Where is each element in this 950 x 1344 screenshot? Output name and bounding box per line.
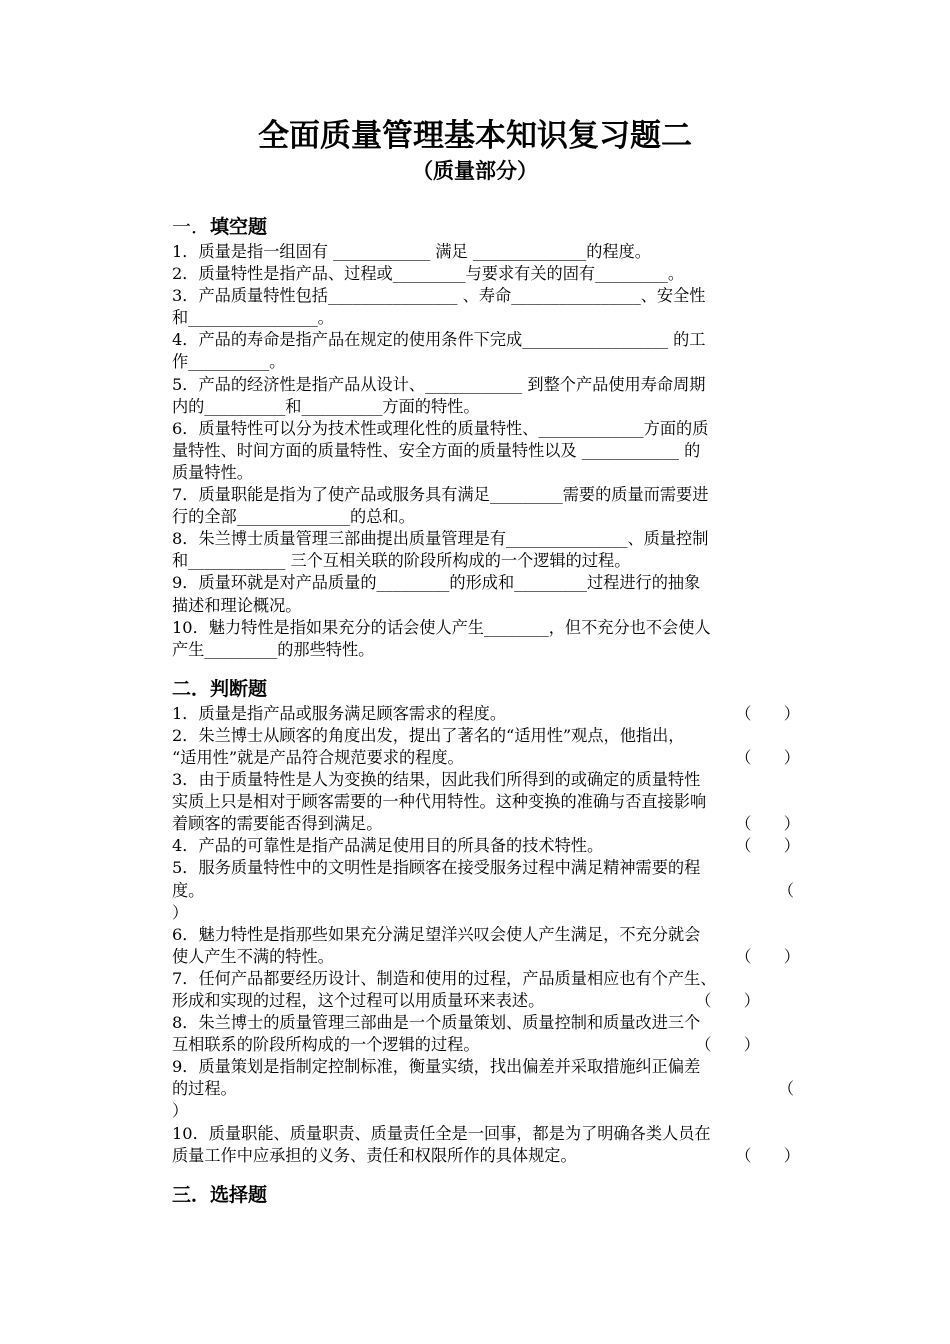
answer-paren-open[interactable]: （ bbox=[777, 1079, 794, 1099]
tf-question-3 bbox=[172, 813, 812, 835]
question-line: 量特性、时间方面的质量特性、安全方面的质量特性以及 ____________ 的 bbox=[172, 440, 701, 460]
question-text: 的过程。 bbox=[172, 1079, 237, 1099]
question-line: 7．质量职能是指为了使产品或服务具有满足_________需要的质量而需要进 bbox=[172, 485, 709, 505]
tf-question-10 bbox=[172, 1145, 812, 1167]
question-line: 3．产品质量特性包括________________ 、寿命________________、安全性 bbox=[172, 286, 706, 306]
question-line: 2．质量特性是指产品、过程或_________与要求有关的固有_________。 bbox=[172, 264, 685, 284]
tf-question-9 bbox=[172, 1078, 812, 1100]
answer-parentheses[interactable]: （ ） bbox=[735, 836, 800, 856]
answer-parentheses[interactable]: （ ） bbox=[695, 1035, 760, 1055]
section-number: 三． bbox=[172, 1183, 211, 1206]
question-line: 9．质量环就是对产品质量的_________的形成和_________过程进行的抽象 bbox=[172, 573, 701, 593]
question-text: 着顾客的需要能否得到满足。 bbox=[172, 814, 383, 834]
answer-parentheses[interactable]: （ ） bbox=[735, 747, 800, 767]
question-line: 8．朱兰博士的质量管理三部曲是一个质量策划、质量控制和质量改进三个 bbox=[172, 1013, 701, 1033]
tf-question-4 bbox=[172, 835, 812, 857]
question-line: 7．任何产品都要经历设计、制造和使用的过程，产品质量相应也有个产生、 bbox=[172, 968, 717, 988]
answer-parentheses[interactable]: （ ） bbox=[735, 946, 800, 966]
question-text: 4．产品的可靠性是指产品满足使用目的所具备的技术特性。 bbox=[172, 836, 604, 856]
question-line: 内的__________和__________方面的特性。 bbox=[172, 396, 480, 416]
document-body bbox=[172, 213, 812, 1209]
question-line: 实质上只是相对于顾客需要的一种代用特性。这种变换的准确与否直接影响 bbox=[172, 792, 707, 812]
fill-in-question-list bbox=[172, 241, 812, 661]
question-line: 描述和理论概况。 bbox=[172, 595, 302, 615]
section-heading-true-false bbox=[172, 675, 812, 703]
question-line: 10．魅力特性是指如果充分的话会使人产生________，但不充分也不会使人 bbox=[172, 617, 711, 637]
question-text: 使人产生不满的特性。 bbox=[172, 946, 334, 966]
answer-parentheses[interactable]: （ ） bbox=[735, 1145, 800, 1165]
question-line: 4．产品的寿命是指产品在规定的使用条件下完成__________________ 的工 bbox=[172, 330, 706, 350]
section-number: 二． bbox=[172, 677, 211, 700]
question-text: 质量工作中应承担的义务、责任和权限所作的具体规定。 bbox=[172, 1145, 577, 1165]
section-title: 选择题 bbox=[210, 1183, 268, 1206]
question-text: 互相联系的阶段所构成的一个逻辑的过程。 bbox=[172, 1035, 480, 1055]
question-line: 作__________。 bbox=[172, 352, 286, 372]
section-title: 判断题 bbox=[210, 677, 268, 700]
answer-parentheses[interactable]: （ ） bbox=[735, 703, 800, 723]
question-line: 和____________ 三个互相关联的阶段所构成的一个逻辑的过程。 bbox=[172, 551, 631, 571]
document-subtitle: （质量部分） bbox=[412, 159, 538, 183]
question-line: 10．质量职能、质量职责、质量责任全是一回事，都是为了明确各类人员在 bbox=[172, 1123, 711, 1143]
section-heading-fill-in bbox=[172, 213, 812, 241]
tf-question-1 bbox=[172, 703, 812, 725]
question-line: 质量特性。 bbox=[172, 462, 253, 482]
section-heading-multiple-choice bbox=[172, 1181, 812, 1209]
tf-question-2 bbox=[172, 747, 812, 769]
tf-question-6 bbox=[172, 946, 812, 968]
question-line: 5．服务质量特性中的文明性是指顾客在接受服务过程中满足精神需要的程 bbox=[172, 858, 701, 878]
question-line: 6．质量特性可以分为技术性或理化性的质量特性、_____________方面的质 bbox=[172, 418, 709, 438]
question-line: 2．朱兰博士从顾客的角度出发，提出了著名的“适用性”观点，他指出， bbox=[172, 725, 685, 745]
question-line: 6．魅力特性是指那些如果充分满足望洋兴叹会使人产生满足，不充分就会 bbox=[172, 924, 701, 944]
answer-parentheses[interactable]: （ ） bbox=[735, 814, 800, 834]
question-line: 5．产品的经济性是指产品从设计、____________ 到整个产品使用寿命周期 bbox=[172, 374, 706, 394]
tf-question-8 bbox=[172, 1034, 812, 1056]
tf-question-5 bbox=[172, 880, 812, 902]
answer-paren-close: ） bbox=[172, 902, 189, 922]
question-line: 9．质量策划是指制定控制标准，衡量实绩，找出偏差并采取措施纠正偏差 bbox=[172, 1057, 701, 1077]
question-line: 3．由于质量特性是人为变换的结果，因此我们所得到的或确定的质量特性 bbox=[172, 770, 701, 790]
question-text: “适用性”就是产品符合规范要求的程度。 bbox=[172, 747, 464, 767]
tf-question-7 bbox=[172, 990, 812, 1012]
question-line: 产生_________的那些特性。 bbox=[172, 639, 375, 659]
question-line: 行的全部______________的总和。 bbox=[172, 507, 415, 527]
question-text: 度。 bbox=[172, 880, 205, 900]
answer-parentheses[interactable]: （ ） bbox=[695, 991, 760, 1010]
answer-paren-close: ） bbox=[172, 1101, 189, 1121]
true-false-question-list bbox=[172, 703, 812, 1167]
section-title: 填空题 bbox=[210, 216, 268, 238]
document-title: 全面质量管理基本知识复习题二 bbox=[258, 118, 692, 154]
section-number: 一． bbox=[172, 216, 211, 238]
question-text: 形成和实现的过程，这个过程可以用质量环来表述。 bbox=[172, 991, 545, 1010]
question-line: 1．质量是指一组固有 ____________ 满足 ______________的程度。 bbox=[172, 242, 651, 261]
question-line: 和________________。 bbox=[172, 308, 334, 328]
question-line: 8．朱兰博士质量管理三部曲提出质量管理是有_______________、质量控制 bbox=[172, 529, 709, 549]
answer-paren-open[interactable]: （ bbox=[777, 880, 794, 900]
question-text: 1．质量是指产品或服务满足顾客需求的程度。 bbox=[172, 703, 507, 723]
